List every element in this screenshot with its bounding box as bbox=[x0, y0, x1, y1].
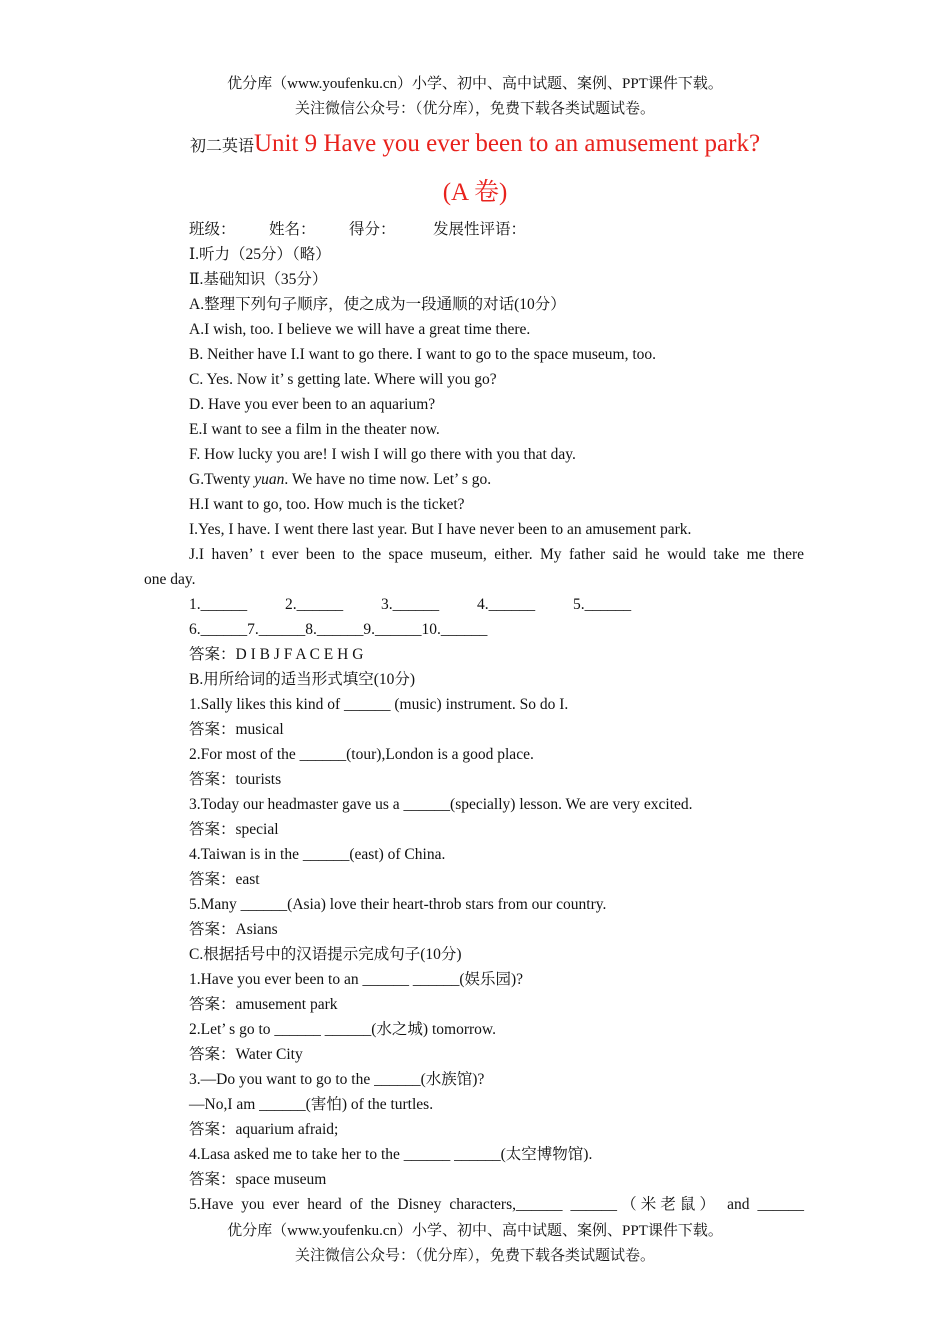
dialog-g-post: . We have no time now. Let’ s go. bbox=[284, 471, 492, 488]
dialog-line: E.I want to see a film in the theater now. bbox=[189, 421, 440, 438]
dialog-line-i: I.Yes, I have. I went there last year. But I have never been to an amusement park. bbox=[189, 521, 692, 538]
blank: 5.______ bbox=[573, 596, 632, 613]
blank: 4.______ bbox=[477, 596, 536, 613]
dialog-line: A.I wish, too. I believe we will have a great time there. bbox=[189, 321, 531, 338]
question: 3.—Do you want to go to the ______(水族馆)? bbox=[189, 1071, 485, 1088]
footer-line-2: 关注微信公众号：（优分库），免费下载各类试题试卷。 bbox=[294, 1248, 655, 1264]
class-label: 班级： bbox=[189, 221, 236, 238]
answer: 答案：Water City bbox=[189, 1046, 303, 1063]
question: 1.Sally likes this kind of ______ (music) instrument. So do I. bbox=[189, 696, 569, 713]
page-title bbox=[0, 128, 950, 163]
title-prefix: 初二英语 bbox=[189, 138, 254, 155]
title-main: Unit 9 Have you ever been to an amusement park? bbox=[253, 130, 761, 157]
question: 5.Have you ever heard of the Disney characters,______ ______（米老鼠） and ______ bbox=[189, 1196, 804, 1213]
blank: 1.______ bbox=[189, 596, 248, 613]
part-c-heading: C.根据括号中的汉语提示完成句子(10分) bbox=[189, 946, 462, 963]
answer: 答案：aquarium afraid; bbox=[189, 1121, 339, 1138]
question: 2.Let’ s go to ______ ______(水之城) tomorrow. bbox=[189, 1021, 496, 1038]
answer: 答案：amusement park bbox=[189, 996, 338, 1013]
comment-label: 发展性评语： bbox=[433, 221, 527, 238]
dialog-line: F. How lucky you are! I wish I will go there with you that day. bbox=[189, 446, 576, 463]
title-sub: (A 卷) bbox=[442, 179, 508, 206]
answer: 答案：east bbox=[189, 871, 260, 888]
answer-blanks-row-1 bbox=[189, 595, 804, 615]
answer-a: 答案：D I B J F A C E H G bbox=[189, 646, 364, 663]
answer-blanks-row-2: 6.______7.______8.______9.______10.______ bbox=[189, 621, 488, 638]
answer: 答案：special bbox=[189, 821, 279, 838]
question: 3.Today our headmaster gave us a ______(specially) lesson. We are very excited. bbox=[189, 796, 693, 813]
part-a-heading: A.整理下列句子顺序，使之成为一段通顺的对话(10分） bbox=[189, 296, 566, 313]
dialog-line-j-cont: one day. bbox=[144, 571, 196, 588]
dialog-line: D. Have you ever been to an aquarium? bbox=[189, 396, 436, 413]
part-b-heading: B.用所给词的适当形式填空(10分) bbox=[189, 671, 416, 688]
name-label: 姓名： bbox=[269, 221, 316, 238]
section-listening: Ⅰ.听力（25分）（略） bbox=[189, 246, 331, 263]
dialog-g-pre: G.Twenty bbox=[189, 471, 255, 488]
answer: 答案：musical bbox=[189, 721, 284, 738]
blank: 2.______ bbox=[285, 596, 344, 613]
question: 4.Lasa asked me to take her to the ______ ______(太空博物馆). bbox=[189, 1146, 593, 1163]
dialog-line: B. Neither have I.I want to go there. I want to go to the space museum, too. bbox=[189, 346, 657, 363]
question-continued: —No,I am ______(害怕) of the turtles. bbox=[189, 1096, 434, 1113]
dialog-line-h: H.I want to go, too. How much is the ticket? bbox=[189, 496, 465, 513]
question: 5.Many ______(Asia) love their heart-throb stars from our country. bbox=[189, 896, 607, 913]
section-basics: Ⅱ.基础知识（35分） bbox=[189, 271, 328, 288]
dialog-g-italic: yuan bbox=[254, 471, 285, 488]
header-line-2: 关注微信公众号：（优分库），免费下载各类试题试卷。 bbox=[294, 101, 655, 117]
score-label: 得分： bbox=[349, 221, 396, 238]
footer-line-1: 优分库（www.youfenku.cn）小学、初中、高中试题、案例、PPT课件下载。 bbox=[227, 1223, 723, 1239]
blank: 3.______ bbox=[381, 596, 440, 613]
answer: 答案：tourists bbox=[189, 771, 282, 788]
question: 4.Taiwan is in the ______(east) of China. bbox=[189, 846, 446, 863]
dialog-line-j: J.I haven’ t ever been to the space museum, either. My father said he would take me there bbox=[189, 546, 804, 563]
answer: 答案：Asians bbox=[189, 921, 278, 938]
dialog-line-g bbox=[189, 470, 804, 490]
answer: 答案：space museum bbox=[189, 1171, 327, 1188]
header-line-1: 优分库（www.youfenku.cn）小学、初中、高中试题、案例、PPT课件下载。 bbox=[227, 76, 723, 92]
question: 1.Have you ever been to an ______ ______(娱乐园)? bbox=[189, 971, 524, 988]
student-info-row bbox=[189, 220, 804, 240]
question: 2.For most of the ______(tour),London is a good place. bbox=[189, 746, 534, 763]
dialog-line: C. Yes. Now it’ s getting late. Where will you go? bbox=[189, 371, 497, 388]
